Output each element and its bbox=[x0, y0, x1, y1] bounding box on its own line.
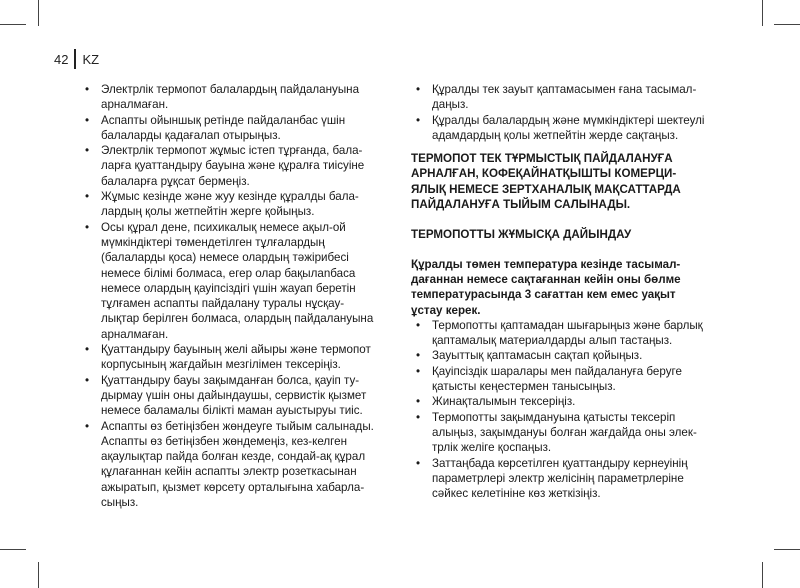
list-item: • Қуаттандыру бауы зақымданған болса, қауіп ту- дырмау үшін оны дайындаушы, сервистік қызмет немесе баламалы білікті маман ауыстыруы тиіс. bbox=[80, 373, 392, 419]
list-item: • Құралды тек зауыт қаптамасымен ғана тасымал- даңыз. bbox=[411, 82, 723, 113]
transport-list bbox=[411, 82, 723, 143]
list-item: • Құралды балалардың және мүмкіндіктері шектеулі адамдардың қолы жетпейтін жерде сақтаңыз. bbox=[411, 113, 723, 144]
list-item: • Осы құрал дене, психикалық немесе ақыл-ой мүмкіндіктері төмендетілген тұлғалардың (балаларды қоса) немесе олардың тәжірибесі немесе білімі болмаса, егер олар бақылanбаса немесе олардың қауіпсіздігі үшін жауап беретін тұлғамен аспапты пайдалану туралы нұсқау- лықтар берілген болмаса, олардың пайдалануына арналмаған. bbox=[80, 220, 392, 342]
section-heading: ТЕРМОПОТТЫ ЖҰМЫСҚА ДАЙЫНДАУ bbox=[411, 228, 632, 242]
list-item: • Термопотты зақымдануына қатысты тексеріп алыңыз, зақымдануы болған жағдайда оны элек- трлік желіге қоспаңыз. bbox=[411, 410, 723, 456]
list-item: • Жұмыс кезінде және жуу кезінде құралды бала- лардың қолы жетпейтін жерге қойыңыз. bbox=[80, 189, 392, 220]
crop-mark bbox=[38, 562, 39, 588]
crop-mark bbox=[0, 549, 26, 550]
crop-mark bbox=[762, 562, 763, 588]
list-item: • Электрлік термопот балалардың пайдалануына арналмаған. bbox=[80, 82, 392, 113]
crop-mark bbox=[762, 0, 763, 26]
list-item: • Термопотты қаптамадан шығарыңыз және барлық қаптамалық материалдарды алып тастаңыз. bbox=[411, 318, 723, 349]
list-item: • Зауыттық қаптамасын сақтап қойыңыз. bbox=[411, 348, 723, 363]
list-item: • Жинақталымын тексеріңіз. bbox=[411, 394, 723, 409]
language-code: KZ bbox=[82, 51, 100, 67]
list-item: • Аспапты өз бетіңізбен жөндеуге тыйым салынады. Аспапты өз бетіңізбен жөндемеңіз, кез-келген ақаулықтар пайда болған кезде, сондай-ақ құрал құлағаннан кейін аспапты электр розеткасынан ажыратып, қызмет көрсету орталығына хабарла- сыңыз. bbox=[80, 419, 392, 511]
page-number: 42 bbox=[54, 51, 69, 67]
list-item: • Аспапты ойыншық ретінде пайдаланбас үшін балаларды қадағалап отырыңыз. bbox=[80, 113, 392, 144]
list-item: • Қуаттандыру бауының желі айыры және термопот корпусының жағдайын мезгілімен тексеріңіз. bbox=[80, 342, 392, 373]
left-column bbox=[80, 82, 392, 510]
list-item: • Электрлік термопот жұмыс істеп тұрғанда, бала- ларға қуаттандыру бауына және құралға тиісуіне балаларға рұқсат бермеңіз. bbox=[80, 143, 392, 189]
crop-mark bbox=[774, 24, 800, 25]
page-header bbox=[54, 49, 99, 69]
crop-mark bbox=[0, 24, 26, 25]
crop-mark bbox=[38, 0, 39, 26]
right-column bbox=[411, 82, 723, 501]
list-item: • Заттаңбада көрсетілген қуаттандыру кернеуінің параметрлері электр желісінің параметрлеріне сәйкес келетініне көз жеткізіңіз. bbox=[411, 456, 723, 502]
header-divider bbox=[74, 49, 76, 69]
safety-list bbox=[80, 82, 392, 510]
preparation-list bbox=[411, 318, 723, 502]
list-item: • Қауіпсіздік шаралары мен пайдалануға беруге қатысты кеңестермен танысыңыз. bbox=[411, 364, 723, 395]
intro-text: Құралды төмен температура кезінде тасымал- дағаннан немесе сақтағаннан кейін оны бөлме температурасында 3 сағаттан кем емес уақыт ұстау керек. bbox=[411, 257, 681, 317]
crop-mark bbox=[774, 549, 800, 550]
warning-heading: ТЕРМОПОТ ТЕК ТҰРМЫСТЫҚ ПАЙДАЛАНУҒА АРНАЛҒАН, КОФЕҚАЙНАТҚЫШТЫ КОМЕРЦИ- ЯЛЫҚ НЕМЕСЕ ЗЕРТХАНАЛЫҚ МАҚСАТТАРДА ПАЙДАЛАНУҒА ТЫЙЫМ САЛЫНАДЫ. bbox=[411, 152, 681, 212]
